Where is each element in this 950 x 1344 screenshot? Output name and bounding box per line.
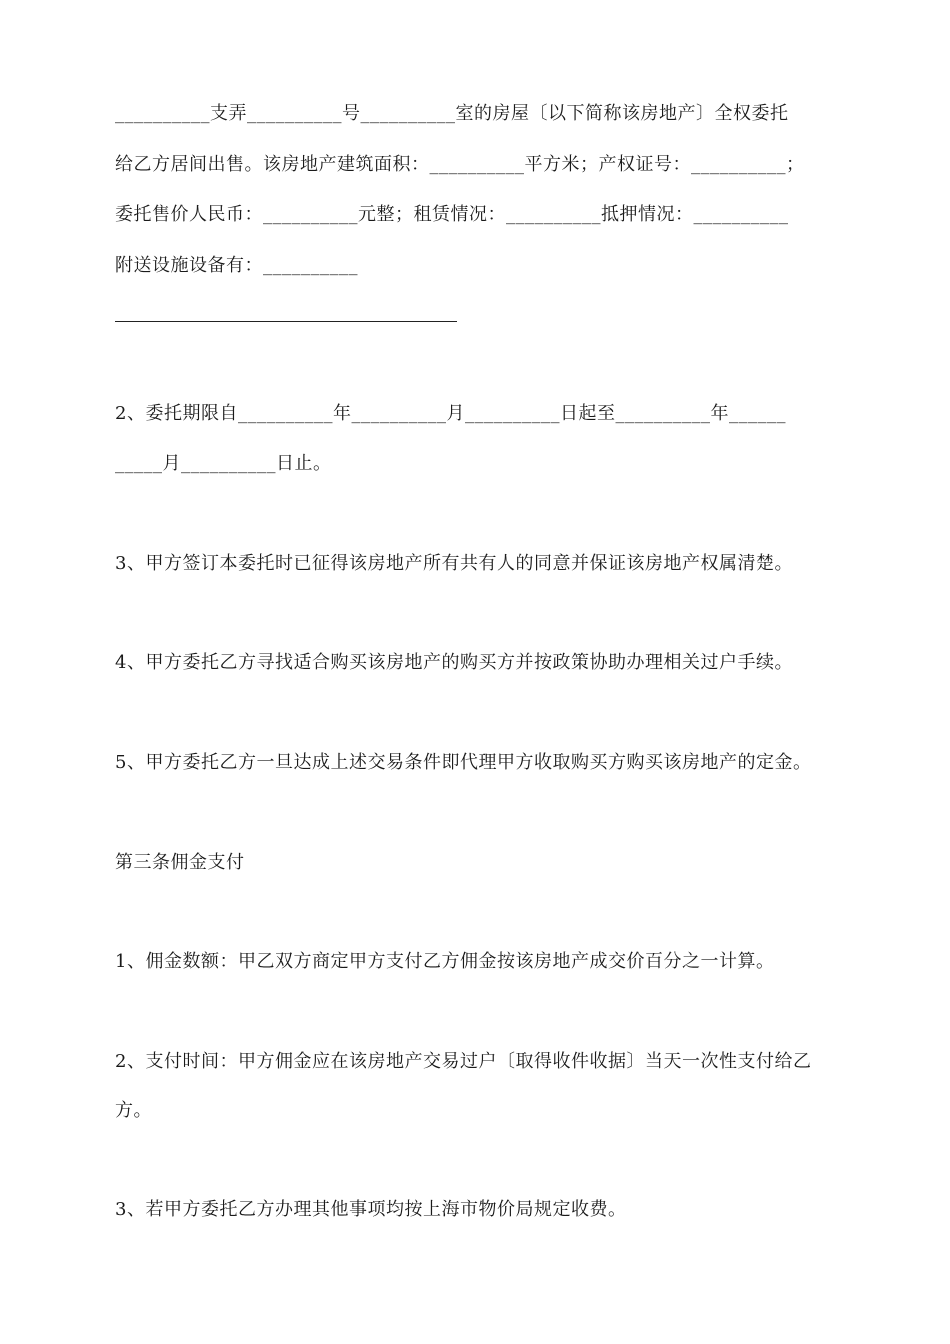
section-heading: 第三条佣金支付 — [115, 852, 245, 873]
text-line: 委托售价人民币：__________元整；租赁情况：__________抵押情况：__________ — [115, 204, 789, 225]
text-line: 给乙方居间出售。该房地产建筑面积：__________平方米；产权证号：__________； — [115, 154, 805, 175]
text-line: 4、甲方委托乙方寻找适合购买该房地产的购买方并按政策协助办理相关过户手续。 — [115, 652, 793, 673]
text-line: 方。 — [115, 1100, 152, 1121]
text-line: 3、甲方签订本委托时已征得该房地产所有共有人的同意并保证该房地产权属清楚。 — [115, 553, 793, 574]
text-line: 附送设施设备有：__________ — [115, 255, 358, 276]
text-line: 3、若甲方委托乙方办理其他事项均按上海市物价局规定收费。 — [115, 1199, 627, 1220]
text-line: 5、甲方委托乙方一旦达成上述交易条件即代理甲方收取购买方购买该房地产的定金。 — [115, 752, 812, 773]
blank-fill-rule — [115, 321, 457, 322]
text-line: _____月__________日止。 — [115, 453, 332, 474]
text-line: __________支弄__________号__________室的房屋〔以下简称该房地产〕全权委托 — [115, 103, 789, 124]
text-line: 1、佣金数额：甲乙双方商定甲方支付乙方佣金按该房地产成交价百分之一计算。 — [115, 951, 775, 972]
text-line: 2、支付时间：甲方佣金应在该房地产交易过户〔取得收件收据〕当天一次性支付给乙 — [115, 1051, 812, 1072]
text-line: 2、委托期限自__________年__________月__________日起至__________年______ — [115, 403, 786, 424]
